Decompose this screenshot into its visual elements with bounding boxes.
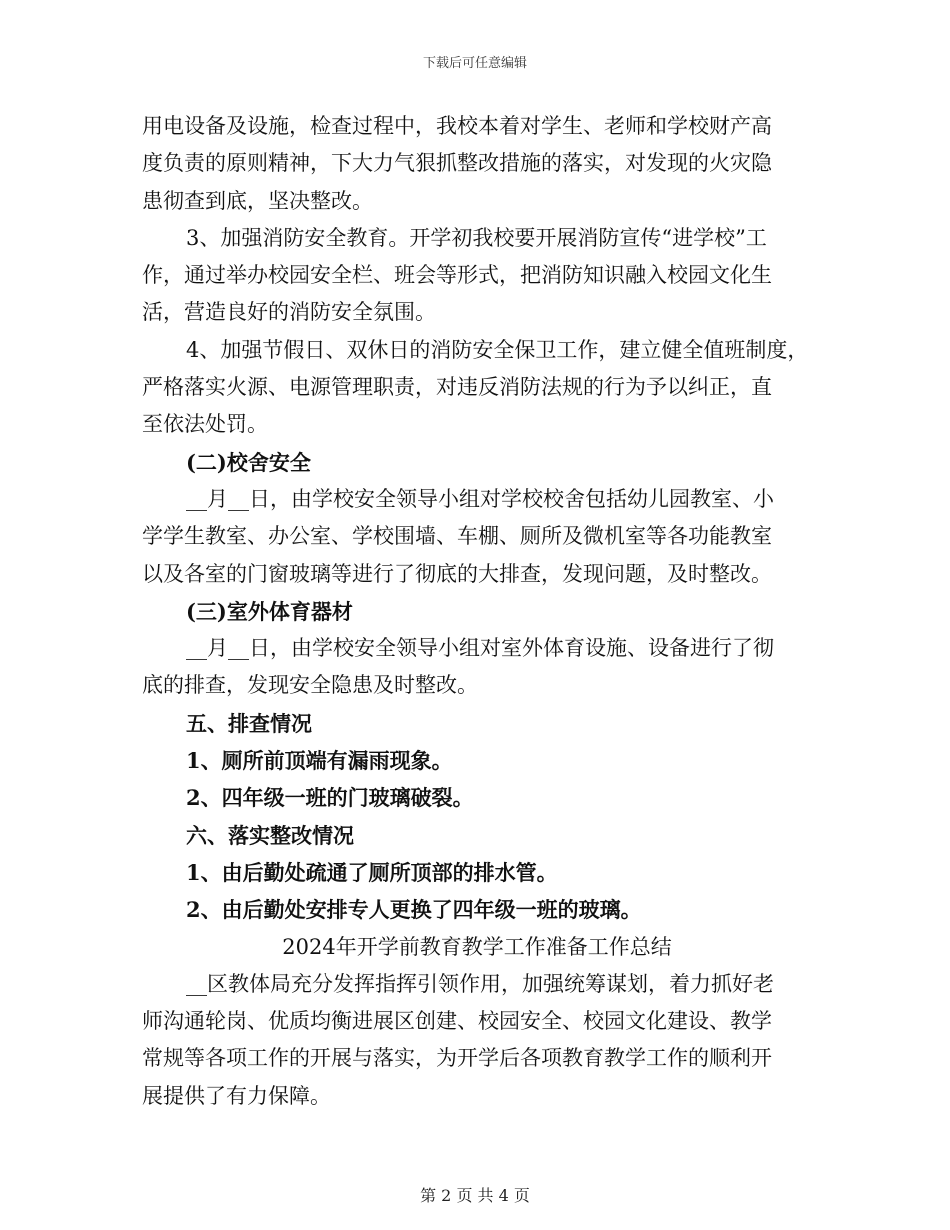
- heading-line: 2、四年级一班的门玻璃破裂。: [186, 785, 474, 811]
- heading-line: (三)室外体育器材: [186, 598, 353, 624]
- heading-line: 2、由后勤处安排专人更换了四年级一班的玻璃。: [186, 897, 642, 923]
- text-line: 患彻查到底，坚决整改。: [142, 188, 373, 213]
- text-line: 至依法处罚。: [142, 412, 268, 437]
- section-title: 2024年开学前教育教学工作准备工作总结: [282, 934, 672, 959]
- text-line: 师沟通轮岗、优质均衡进展区创建、校园安全、校园文化建设、教学: [142, 1009, 772, 1034]
- document-body: [142, 108, 812, 1115]
- text-line: __月__日，由学校安全领导小组对学校校舍包括幼儿园教室、小: [186, 486, 774, 511]
- text-line: 常规等各项工作的开展与落实，为开学后各项教育教学工作的顺利开: [142, 1046, 772, 1071]
- heading-line: 五、排查情况: [186, 710, 312, 736]
- text-line: 4、加强节假日、双休日的消防安全保卫工作，建立健全值班制度，: [186, 337, 809, 362]
- text-line: __月__日，由学校安全领导小组对室外体育设施、设备进行了彻: [186, 636, 774, 661]
- text-line: 3、加强消防安全教育。开学初我校要开展消防宣传“进学校”工: [186, 225, 767, 250]
- text-line: 用电设备及设施，检查过程中，我校本着对学生、老师和学校财产高: [142, 114, 772, 138]
- text-line: 展提供了有力保障。: [142, 1083, 331, 1108]
- heading-line: 1、厕所前顶端有漏雨现象。: [186, 748, 453, 774]
- text-line: 底的排查，发现安全隐患及时整改。: [142, 673, 478, 698]
- heading-line: (二)校舍安全: [186, 449, 311, 475]
- text-line: __区教体局充分发挥指挥引领作用，加强统筹谋划，着力抓好老: [186, 971, 774, 996]
- heading-line: 1、由后勤处疏通了厕所顶部的排水管。: [186, 859, 558, 885]
- text-line: 学学生教室、办公室、学校围墙、车棚、厕所及微机室等各功能教室: [142, 524, 772, 549]
- page-number: 第 2 页 共 4 页: [420, 1186, 530, 1205]
- text-line: 度负责的原则精神，下大力气狠抓整改措施的落实，对发现的火灾隐: [142, 151, 772, 176]
- text-line: 严格落实火源、电源管理职责，对违反消防法规的行为予以纠正，直: [142, 375, 772, 400]
- text-line: 作，通过举办校园安全栏、班会等形式，把消防知识融入校园文化生: [142, 263, 772, 288]
- heading-line: 六、落实整改情况: [186, 822, 354, 848]
- header-note: 下载后可任意编辑: [422, 56, 527, 71]
- text-line: 活，营造良好的消防安全氛围。: [142, 300, 436, 325]
- text-line: 以及各室的门窗玻璃等进行了彻底的大排查，发现问题，及时整改。: [142, 561, 772, 586]
